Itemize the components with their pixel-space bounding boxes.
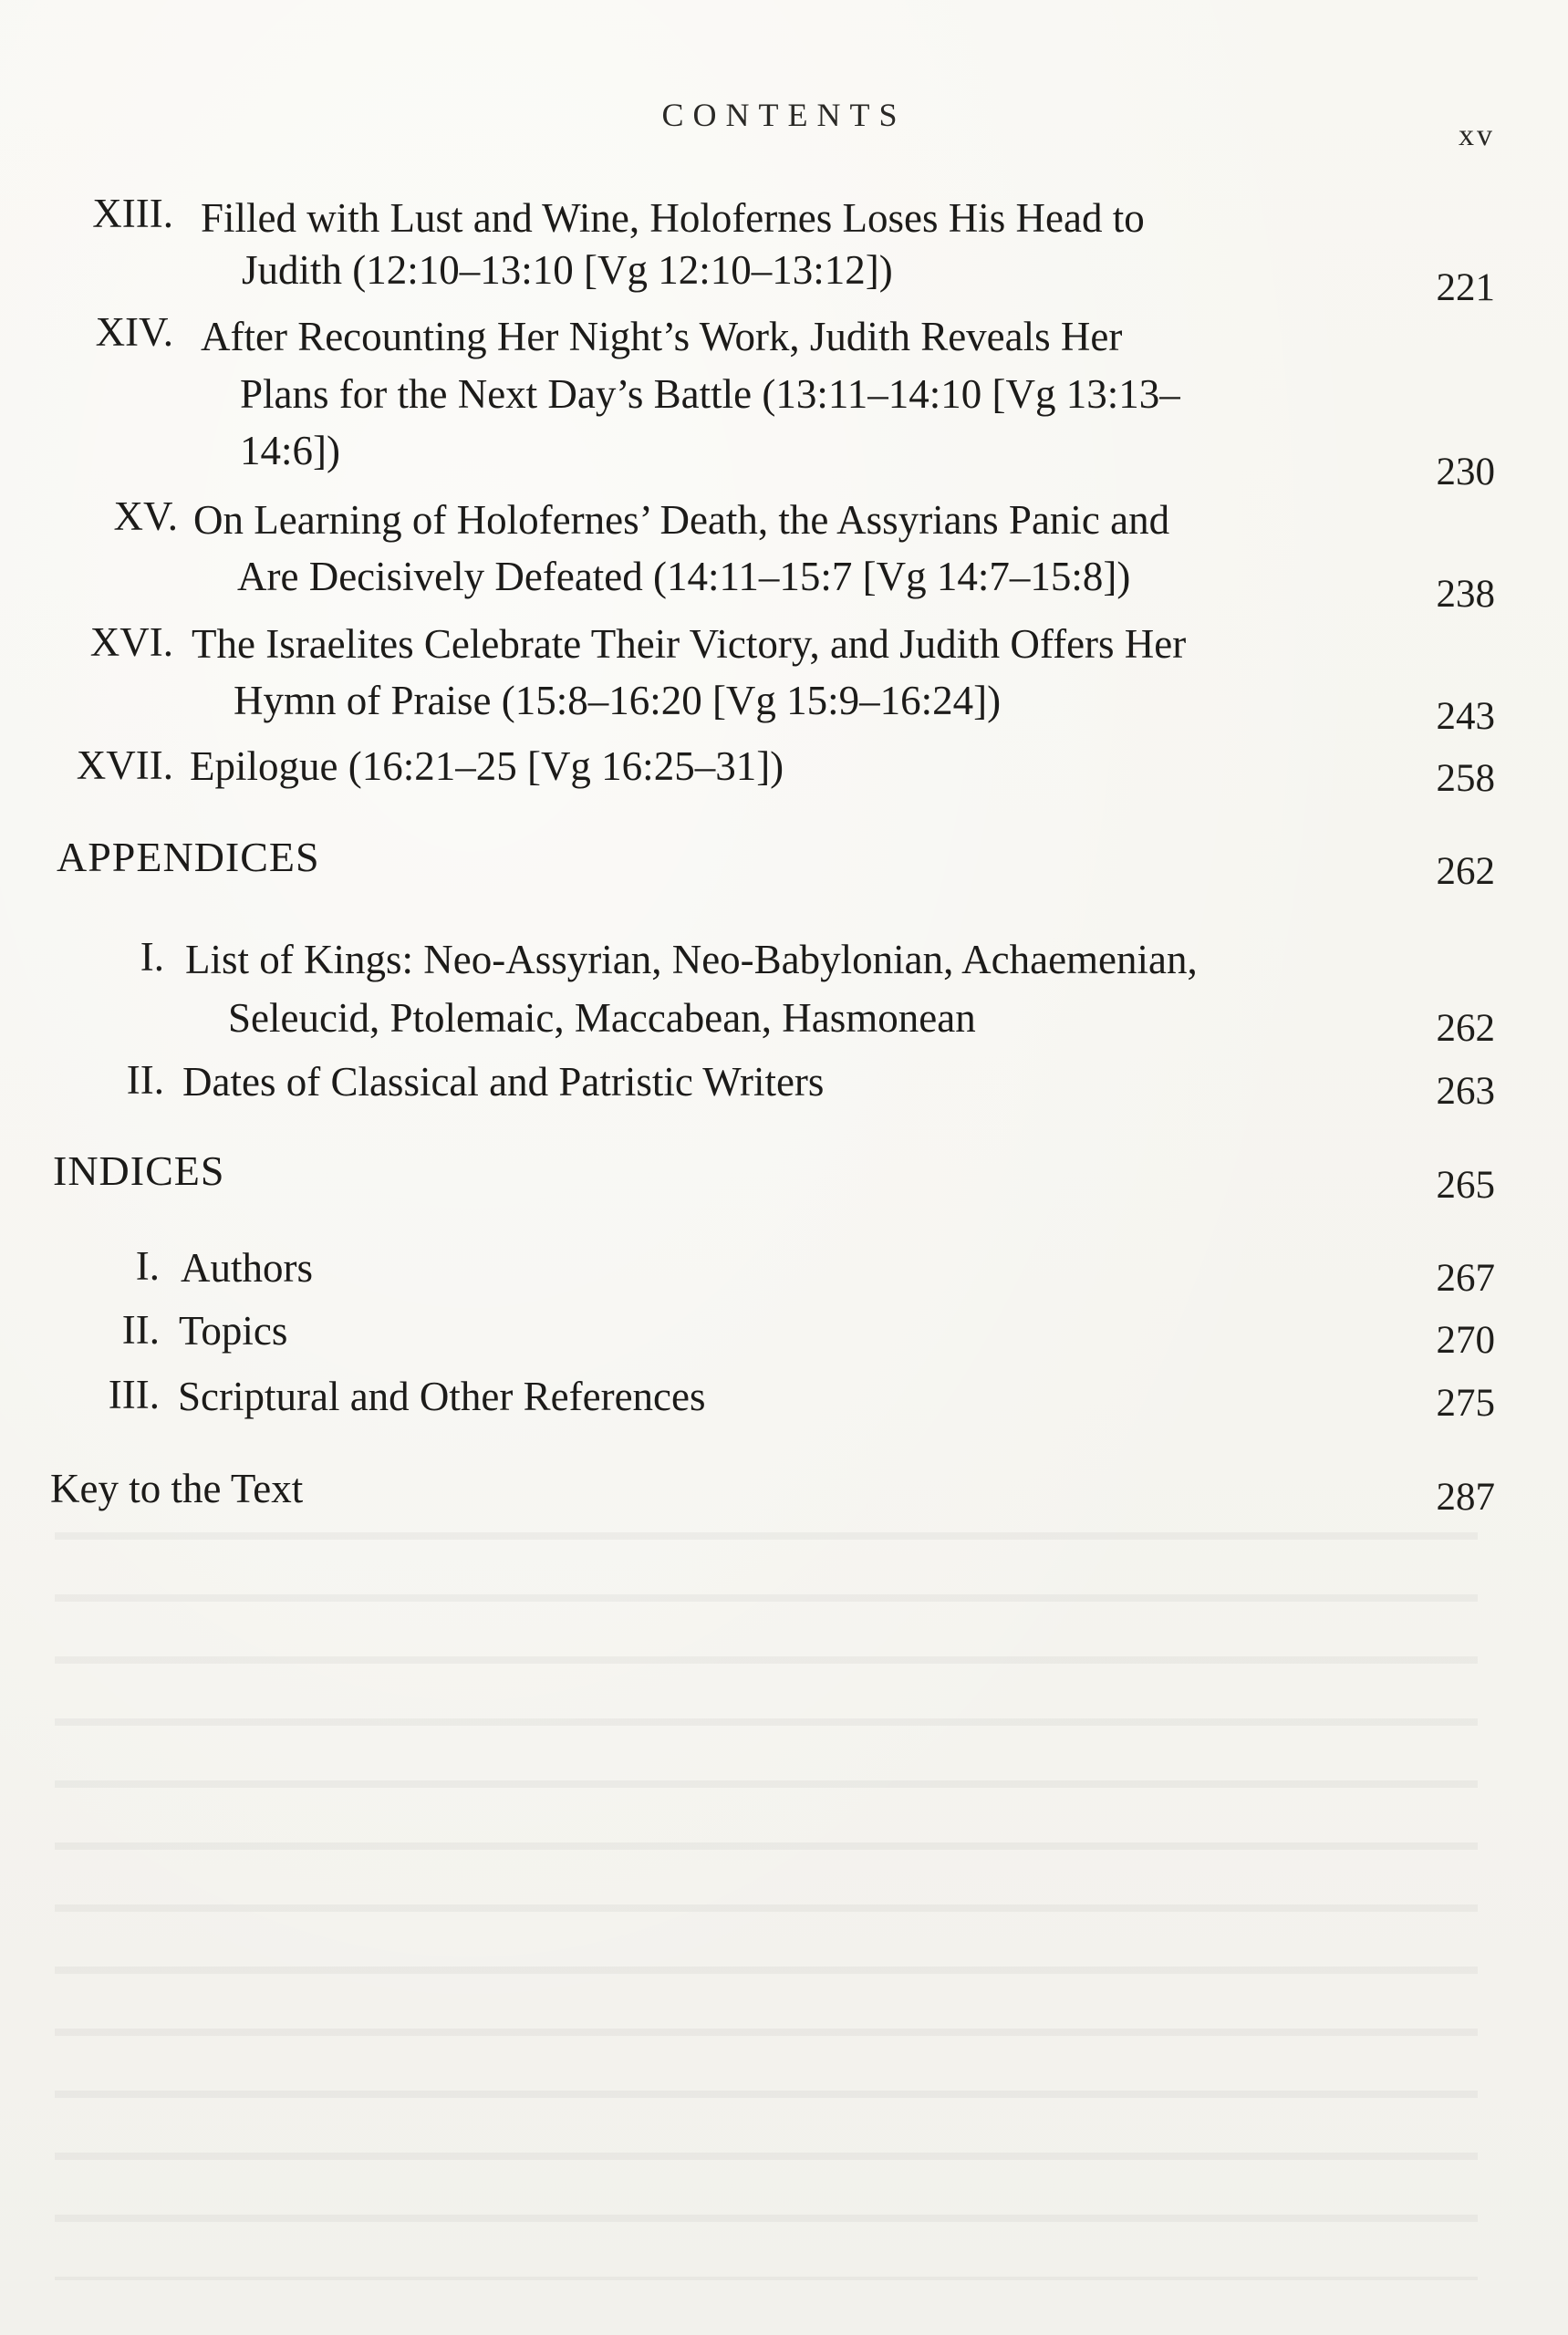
appendix-numeral: II.	[126, 1057, 164, 1103]
entry-numeral: XVII.	[76, 742, 173, 788]
section-page: 262	[1436, 850, 1495, 893]
entry-numeral: XIV.	[95, 309, 173, 355]
index-title: Scriptural and Other References	[178, 1374, 706, 1419]
entry-numeral: XIII.	[92, 191, 173, 236]
index-numeral: II.	[121, 1307, 160, 1353]
entry-title-line: Are Decisively Defeated (14:11–15:7 [Vg 14:7–15:8])	[237, 554, 1131, 599]
running-head: CONTENTS	[661, 97, 907, 133]
appendix-numeral: I.	[140, 934, 164, 980]
index-numeral: III.	[108, 1372, 160, 1417]
entry-title-line: Plans for the Next Day’s Battle (13:11–14:10 [Vg 13:13–	[240, 371, 1180, 417]
index-page: 270	[1436, 1319, 1495, 1362]
index-page: 275	[1436, 1382, 1495, 1425]
entry-page: 230	[1436, 451, 1495, 493]
entry-page: 243	[1436, 695, 1495, 738]
index-numeral: I.	[135, 1243, 160, 1289]
index-title: Authors	[181, 1245, 313, 1291]
key-page: 287	[1436, 1476, 1495, 1519]
index-page: 267	[1436, 1257, 1495, 1300]
appendix-title-line: List of Kings: Neo-Assyrian, Neo-Babylonian, Achaemenian,	[185, 937, 1198, 982]
entry-title-line: 14:6])	[240, 428, 340, 473]
entry-numeral: XVI.	[89, 619, 173, 665]
entry-title-line: Epilogue (16:21–25 [Vg 16:25–31])	[190, 743, 784, 789]
entry-title-line: Judith (12:10–13:10 [Vg 12:10–13:12])	[242, 247, 893, 293]
entry-title-line: Hymn of Praise (15:8–16:20 [Vg 15:9–16:24])	[234, 678, 1002, 723]
folio-page-number: xv	[1459, 119, 1495, 152]
section-page: 265	[1436, 1164, 1495, 1207]
key-title: Key to the Text	[50, 1466, 304, 1511]
section-heading: APPENDICES	[57, 834, 320, 880]
appendix-title-line: Dates of Classical and Patristic Writers	[182, 1059, 825, 1105]
index-title: Topics	[179, 1308, 288, 1354]
entry-title-line: On Learning of Holofernes’ Death, the Assyrians Panic and	[193, 497, 1170, 543]
entry-numeral: XV.	[113, 493, 178, 539]
entry-title-line: The Israelites Celebrate Their Victory, and Judith Offers Her	[192, 621, 1187, 667]
appendix-page: 262	[1436, 1007, 1495, 1050]
entry-page: 238	[1436, 573, 1495, 616]
appendix-page: 263	[1436, 1070, 1495, 1113]
section-heading: INDICES	[53, 1147, 225, 1194]
entry-page: 258	[1436, 757, 1495, 800]
entry-title-line: Filled with Lust and Wine, Holofernes Loses His Head to	[201, 195, 1145, 241]
appendix-title-line: Seleucid, Ptolemaic, Maccabean, Hasmonean	[228, 995, 976, 1041]
entry-title-line: After Recounting Her Night’s Work, Judith Reveals Her	[201, 314, 1123, 359]
entry-page: 221	[1436, 266, 1495, 309]
